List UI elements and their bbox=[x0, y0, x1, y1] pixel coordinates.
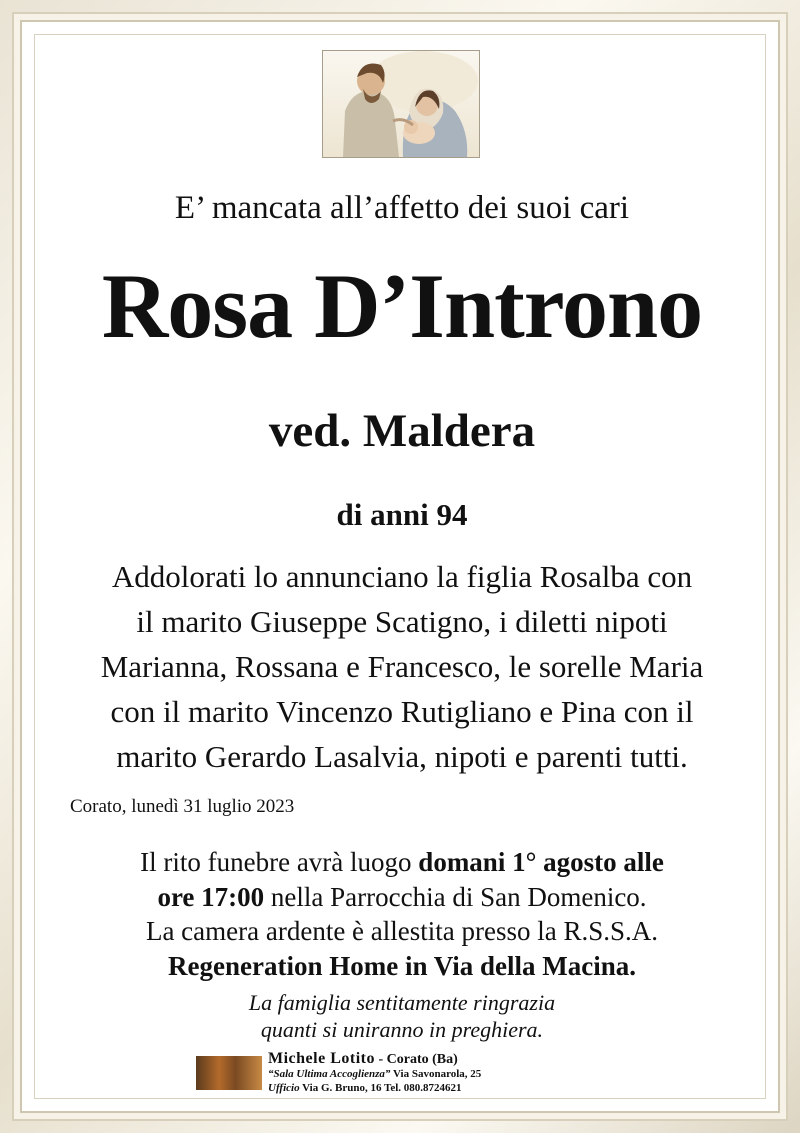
funeral-agency bbox=[196, 1052, 636, 1098]
place-date: Corato, lunedì 31 luglio 2023 bbox=[70, 796, 295, 817]
thanks bbox=[52, 989, 752, 1043]
funeral-place: nella Parrocchia di San Domenico. bbox=[264, 881, 647, 912]
announcement-line: marito Gerardo Lasalvia, nipoti e parenti tutti. bbox=[116, 739, 688, 774]
funeral-line-2 bbox=[52, 880, 752, 915]
widow-of: ved. Maldera bbox=[268, 405, 536, 457]
announcement-line: il marito Giuseppe Scatigno, i diletti nipoti bbox=[136, 604, 668, 639]
announcement-line: Marianna, Rossana e Francesco, le sorelle Maria bbox=[100, 649, 704, 684]
agency-text bbox=[268, 1052, 636, 1095]
funeral-info bbox=[52, 845, 752, 983]
announcement-line: Addolorati lo annunciano la figlia Rosalba con bbox=[111, 559, 693, 594]
agency-hall: “Sala Ultima Accoglienza” bbox=[268, 1068, 391, 1080]
funeral-time: ore 17:00 bbox=[157, 881, 265, 912]
agency-logo bbox=[196, 1056, 262, 1090]
agency-city: - Corato (Ba) bbox=[374, 1052, 458, 1067]
funeral-line-4: Regeneration Home in Via della Macina. bbox=[168, 950, 636, 981]
holy-family-image bbox=[322, 50, 480, 158]
agency-header bbox=[268, 1052, 636, 1067]
agency-name: Michele Lotito bbox=[268, 1050, 375, 1067]
age-text: di anni 94 bbox=[336, 497, 468, 532]
intro-text: E’ mancata all’affetto dei suoi cari bbox=[174, 190, 630, 226]
announcement bbox=[52, 554, 752, 779]
agency-hall-line bbox=[268, 1067, 636, 1081]
thanks-line: La famiglia sentitamente ringrazia bbox=[248, 990, 556, 1015]
agency-office-line bbox=[268, 1081, 636, 1095]
agency-office-address: Via G. Bruno, 16 Tel. 080.8724621 bbox=[299, 1082, 462, 1094]
agency-hall-address: Via Savonarola, 25 bbox=[390, 1068, 482, 1080]
notice-paper bbox=[20, 20, 780, 1113]
funeral-line-3: La camera ardente è allestita presso la R.S.S.A. bbox=[145, 916, 659, 946]
funeral-date: domani 1° agosto alle bbox=[418, 847, 664, 877]
agency-office-label: Ufficio bbox=[268, 1082, 300, 1094]
funeral-line-1a: Il rito funebre avrà luogo bbox=[140, 847, 419, 877]
deceased-name: Rosa D’Introno bbox=[101, 255, 703, 357]
funeral-line-1 bbox=[52, 845, 752, 880]
announcement-line: con il marito Vincenzo Rutigliano e Pina con il bbox=[110, 694, 694, 729]
thanks-line: quanti si uniranno in preghiera. bbox=[260, 1017, 544, 1042]
